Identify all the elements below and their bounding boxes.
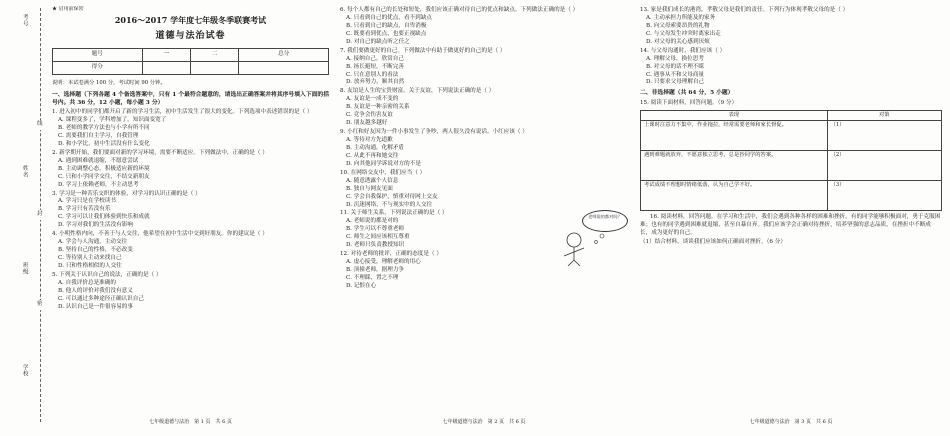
answer-option[interactable]: D. 和小学比，初中生活没有什么变化 [58,140,150,147]
answer-option[interactable]: B. 友谊是一种亲密的关系 [346,104,410,111]
question-stem: 4. 小明性格内向，不善于与人交往，他希望在初中生活中交到好朋友。你的建议是（ ） [52,231,268,238]
question-item [340,129,628,169]
exam-title: 2016～2017 学年度七年级冬季联赛考试 [114,15,267,26]
answer-cell[interactable]: （2） [827,151,941,181]
mark-seal: 封 [37,210,43,220]
score-cell[interactable] [142,62,190,75]
question-list [52,109,329,311]
answer-option[interactable]: A. 等待对方先道歉 [346,137,393,143]
table-row [641,181,942,211]
label-class: 班级 [21,262,28,275]
label-name: 姓名 [21,165,28,178]
question-stem: 2. 新学期开始，我们要面对新的学习环境，需要不断适应。下列做法中，正确的是（ ） [52,149,268,156]
table-header: 表现 [641,110,828,121]
answer-option[interactable]: D. 朋友越多越好 [346,120,388,127]
answer-option[interactable]: C. 与父母发生冲突时离家出走 [646,30,721,37]
answer-option[interactable]: D. 学习上依赖老师，不主动思考 [58,181,139,188]
answer-option[interactable]: B. 他人的评价对我们没有意义 [58,287,133,294]
answer-option[interactable]: B. 顶撞老师，据理力争 [346,267,405,273]
answer-option[interactable]: C. 竞争会伤害友谊 [346,112,393,119]
question-stem: 10. 在网络交友中，我们应当（ ） [340,169,426,176]
section-2-heading: 二、非选择题（共 64 分，5 小题） [640,90,734,97]
answer-option[interactable]: D. 只要求父母理解自己 [646,79,705,86]
question-item [340,170,628,210]
answer-option[interactable]: D. 对父母的关心感到厌烦 [646,38,710,45]
question-item [640,48,942,88]
table-row [641,121,942,151]
page-column-3 [640,6,942,428]
table-row [641,110,942,121]
answer-option[interactable]: A. 主动承担力所能及的家务 [646,14,716,21]
question-item [52,231,329,271]
answer-option[interactable]: B. 坚持自己的性格，不必改变 [58,247,133,254]
answer-option[interactable]: D. 学习对我们的生活没有影响 [58,222,133,229]
score-cell: 一 [142,49,190,62]
answer-option[interactable]: B. 对父母的话不理不睬 [646,63,705,70]
answer-option[interactable]: A. 学习只是在学校读书 [58,198,116,205]
answer-option[interactable]: B. 学习只有苦没有乐 [58,206,111,213]
answer-option[interactable]: C. 学习可以让我们体验到快乐和成就 [58,214,150,221]
binding-strip [0,0,46,436]
answer-option[interactable]: D. 沉迷网络，不与现实中的人交往 [346,201,433,208]
section-1-heading: 一、选择题（下列各题 4 个备选答案中，只有 1 个最符合题意的，请选出正确答案并将其序号填入下面的括号内。共 36 分，12 小题，每小题 3 分） [52,91,329,106]
answer-option[interactable]: A. 课程变多了，学科增加了，知识面变宽了 [58,117,167,124]
table-cell: 上课时注意力不集中，作业拖拉，经常需要老师和家长督促。 [641,121,828,151]
question-15: 15. 阅读下面材料，回答问题。（9 分） [640,99,738,106]
answer-option[interactable]: C. 只和小学同学交往，不结交新朋友 [58,173,150,180]
score-cell[interactable] [190,62,238,75]
mark-line: 线 [37,120,43,130]
answer-option[interactable]: B. 独自与网友见面 [346,185,393,192]
answer-option[interactable]: A. 自我评价总是准确的 [58,279,116,286]
score-cell: 二 [190,49,238,62]
answer-option[interactable]: A. 随意透露个人信息 [346,177,399,184]
table-cell: 遇到难题就放弃，不愿意独立思考，总是抄同学的答案。 [641,151,828,181]
answer-option[interactable]: A. 老师说的都是对的 [346,218,399,225]
question-stem: 1. 进入初中的同学们都开启了新的学习生活，初中生活发生了很大的变化。下列选项中表述错误的是（ ） [52,109,313,116]
answer-option[interactable]: A. 理解父母，换位思考 [646,55,704,62]
page-footer: 七年级道德与法治 第 2 页 共 6 页 [442,418,526,425]
answer-option[interactable]: C. 等待别人主动来找自己 [58,255,122,262]
question-16-sub: （1）结合材料，谈谈我们应该如何正确面对挫折。（6 分） [640,238,786,245]
answer-option[interactable]: C. 需要我们自主学习，自我管理 [58,132,139,139]
question-stem: 3. 学习是一种苦乐交织的体验，对学习的认识正确的是（ ） [52,190,201,197]
exam-note: 说明：本试卷满分 100 分，考试时间 90 分钟。 [52,80,166,87]
answer-option[interactable]: C. 遇事从不和父母商量 [646,71,704,78]
answer-option[interactable]: A. 学会与人沟通，主动交往 [58,239,128,246]
answer-option[interactable]: D. 认识自己是一件很容易的事 [58,303,133,310]
answer-cell[interactable]: （1） [827,121,941,151]
question-item [52,191,329,231]
answer-option[interactable]: B. 只看到自己的缺点，自卑消极 [346,22,427,29]
label-exam-number: 考号 [21,14,28,27]
page-footer: 七年级道德与法治 第 1 页 共 6 页 [149,418,232,425]
material-table [640,110,942,212]
score-cell: 题号 [53,49,143,62]
answer-option[interactable]: B. 主动调整心态，积极适应新的环境 [58,165,150,172]
answer-option[interactable]: D. 放弃努力，顺其自然 [346,79,405,86]
secret-label: ★ 启用前保密 [52,6,84,12]
table-row [53,62,329,75]
answer-option[interactable]: B. 主动沟通，化解矛盾 [346,144,405,151]
score-cell: 总分 [239,49,329,62]
answer-option[interactable]: D. 老师只负责教授知识 [346,242,405,249]
mark-secret: 密 [37,300,43,310]
speech-bubble: 老师说的都对吗？ [582,210,628,232]
answer-option[interactable]: A. 虚心接受，理解老师的用心 [346,259,421,266]
answer-option[interactable]: D. 向其他同学诉说对方的不是 [346,160,421,167]
question-stem: 9. 小红和好友因为一件小事发生了争吵，两人很久没有说话。小红应该（ ） [340,129,528,136]
question-stem: 8. 友谊是人生的宝贵财富。关于友谊，下列说法正确的是（ ） [340,88,495,95]
question-item [340,48,628,88]
answer-option[interactable]: C. 从此不再和她交往 [346,152,399,159]
answer-option[interactable]: C. 师生之间应该相互尊重 [346,234,410,241]
question-item [52,272,329,312]
question-stem: 11. 关于师生关系，下列说法正确的是（ ） [340,210,448,217]
answer-cell[interactable]: （3） [827,181,941,211]
answer-option[interactable]: C. 学会自我保护，慎重对待网上交友 [346,193,438,200]
answer-option[interactable]: A. 友谊是一成不变的 [346,96,399,103]
answer-option[interactable]: A. 遇到困难就退缩，不愿意尝试 [58,157,139,164]
answer-option[interactable]: B. 向父母索要昂贵的礼物 [646,22,710,29]
score-cell[interactable] [239,62,329,75]
cartoon-illustration [550,210,628,266]
answer-option[interactable]: A. 只看到自己的优点，看不到缺点 [346,14,432,21]
score-cell: 得分 [53,62,143,75]
question-stem: 14. 与父母沟通时，我们应该（ ） [640,47,726,54]
question-stem: 7. 我们要做更好的自己。下列做法中有助于做更好的自己的是（ ） [340,47,506,54]
answer-option[interactable]: D. 只和性格相似的人交往 [58,262,122,269]
page-column-2 [340,6,628,428]
question-stem: 5. 下列关于认识自己的说法，正确的是（ ） [52,271,162,278]
question-item [52,150,329,190]
question-list [340,7,628,209]
question-list [640,7,942,87]
question-16: 16. 阅读材料，回答问题。在学习和生活中，我们会遇到各种各样的困难和挫折。有的同学能够积极面对，勇于克服困难；也有的同学遇到困难就退缩，甚至自暴自弃。我们应该学会正确对待挫折，培养坚强的意志品质，在挫折中不断成长，成为更好的自己。 [640,214,941,236]
answer-option[interactable]: A. 接纳自己，欣赏自己 [346,55,404,62]
table-row [641,151,942,181]
answer-option[interactable]: B. 老师的教学方法也与小学有所不同 [58,125,150,132]
question-item [52,109,329,149]
answer-option[interactable]: D. 对自己的缺点听之任之 [346,38,410,45]
question-stem: 12. 对待老师的批评，正确的态度是（ ） [340,251,442,258]
question-stem: 6. 每个人都有自己的长处和短处，我们应该正确对待自己的优点和缺点。下列做法正确的是（ ） [340,7,579,13]
answer-option[interactable]: C. 既要看到优点，也要正视缺点 [346,30,427,37]
answer-option[interactable]: C. 不理睬，置之不理 [346,274,399,281]
question-stem: 13. 家是我们成长的港湾，孝敬父母是我们的责任。下列行为体现孝敬父母的是（ ） [640,7,849,13]
table-header: 对策 [827,110,941,121]
answer-option[interactable]: C. 可以通过多种途径正确认识自己 [58,295,144,302]
answer-option[interactable]: C. 只在意别人的看法 [346,71,399,78]
answer-option[interactable]: B. 学生可以不尊重老师 [346,226,405,233]
answer-option[interactable]: D. 记恨在心 [346,282,377,289]
table-row [53,49,329,62]
question-item [640,7,942,47]
table-cell: 考试成绩不理想时情绪低落，认为自己学不好。 [641,181,828,211]
page-column-1 [52,6,329,428]
question-item [340,88,628,128]
answer-option[interactable]: B. 扬长避短，不断完善 [346,63,405,70]
question-item [340,7,628,47]
label-school: 学校 [21,364,28,377]
score-table [52,48,329,75]
page-footer: 七年级道德与法治 第 3 页 共 6 页 [749,418,833,425]
exam-subject: 道德与法治试卷 [155,31,226,42]
